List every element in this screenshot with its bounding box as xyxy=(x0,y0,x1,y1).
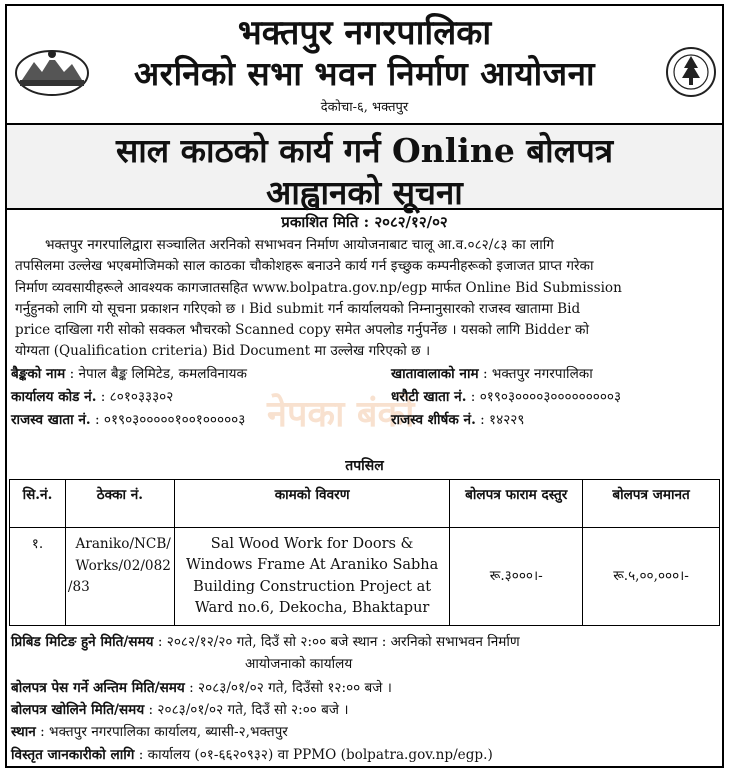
notice-body xyxy=(15,235,718,363)
cell-sn: १. xyxy=(10,528,66,626)
info-label: विस्तृत जानकारीको लागि xyxy=(11,747,135,763)
office-code xyxy=(11,386,173,405)
body-line: योग्यता (Qualification criteria) Bid Document मा उल्लेख गरिएको छ । xyxy=(15,343,431,360)
desc-line: Sal Wood Work for Doors & xyxy=(210,535,414,552)
opening-value: : २०८३/०१/०२ गते, दिउँ सो २:०० बजे । xyxy=(148,702,349,718)
office-code-label: कार्यालय कोड नं. xyxy=(11,389,97,405)
notice-banner xyxy=(7,123,722,210)
contract-line: Araniko/NCB/ xyxy=(75,536,171,552)
col-header-bid-security: बोलपत्र जमानत xyxy=(583,480,720,528)
deposit-account-label: धरौटी खाता नं. xyxy=(391,389,467,405)
col-header-contract: ठेक्का नं. xyxy=(65,480,174,528)
submission-deadline xyxy=(11,677,392,696)
cell-form-fee: रू.३०००।- xyxy=(450,528,583,626)
watermark: नेपका बंको xyxy=(267,394,415,435)
body-line: निर्माण व्यवसायीहरूले आवश्यक कागजातसहित www.bolpatra.gov.np/egp मार्फत Online Bid Submission xyxy=(15,279,622,296)
table-header-row xyxy=(10,480,720,528)
desc-line: Ward no.6, Dekocha, Bhaktapur xyxy=(194,600,430,616)
account-holder xyxy=(391,363,593,382)
desc-line: Building Construction Project at xyxy=(193,578,432,595)
cell-bid-security: रू.५,००,०००।- xyxy=(583,528,720,626)
header xyxy=(7,6,722,124)
body-line: गर्नुहुनको लागि यो सूचना प्रकाशन गरिएको छ । Bid submit गर्न कार्यालयको निम्नानुसारको राजस्व खातामा Bid xyxy=(15,300,581,317)
details-table xyxy=(9,479,720,626)
table-title: तपसिल xyxy=(345,458,384,474)
contract-line: Works/02/082 xyxy=(75,557,171,574)
info-value: : कार्यालय (०१-६६२०९३२) वा PPMO (bolpatra.gov.np/egp.) xyxy=(138,747,493,763)
body-line: तपसिलमा उल्लेख भएबमोजिमको साल काठका चौकोशहरू बनाउने कार्य गर्न इच्छुक कम्पनीहरूको इजाजत प्राप्त गरेका xyxy=(15,258,594,275)
municipality-seal-icon xyxy=(665,46,717,98)
opening-label: बोलपत्र खोलिने मिति/समय xyxy=(11,702,145,718)
col-header-form-fee: बोलपत्र फाराम दस्तुर xyxy=(450,480,583,528)
body-line: भक्तपुर नगरपालिद्वारा सञ्चालित अरनिको सभाभवन निर्माण आयोजनाबाट चालू आ.व.०८२/८३ का लागि xyxy=(45,237,554,253)
prebid-meeting xyxy=(11,631,520,650)
revenue-account-value: : ०१९०३०००००१००१०००००३ xyxy=(95,412,246,428)
prebid-label: प्रिबिड मिटिङ हुने मिति/समय xyxy=(11,634,154,650)
prebid-value-cont: आयोजनाको कार्यालय xyxy=(245,656,353,672)
col-header-description: कामको विवरण xyxy=(174,480,449,528)
place-value: : भक्तपुर नगरपालिका कार्यालय, ब्यासी-२,भक्तपुर xyxy=(40,724,288,740)
notice-frame xyxy=(5,4,724,768)
submission-value: : २०८३/०१/०२ गते, दिउँसो १२:०० बजे । xyxy=(189,680,392,696)
published-date: प्रकाशित मिति : २०८२/१२/०२ xyxy=(281,213,448,231)
col-header-sn: सि.नं. xyxy=(10,480,66,528)
desc-line: Windows Frame At Araniko Sabha xyxy=(185,557,439,573)
contract-line: /83 xyxy=(67,579,90,595)
revenue-head-label: राजस्व शीर्षक नं. xyxy=(391,412,476,428)
project-address: देकोचा-६, भक्तपुर xyxy=(320,100,409,115)
deposit-account xyxy=(391,386,621,405)
prebid-value: : २०८२/१२/२० गते, दिउँ सो २:०० बजे स्थान : अरनिको सभाभवन निर्माण xyxy=(157,634,520,650)
place-label: स्थान xyxy=(11,724,36,740)
body-line: price दाखिला गरी सोको सक्कल भौचरको Scanned copy समेत अपलोड गर्नुपर्नेछ । यसको लागि Bidder को xyxy=(15,322,590,339)
more-info xyxy=(11,744,493,763)
bank-name-label: बैङ्कको नाम xyxy=(11,366,66,382)
revenue-account-label: राजस्व खाता नं. xyxy=(11,412,91,428)
cell-description xyxy=(174,528,449,626)
submission-label: बोलपत्र पेस गर्ने अन्तिम मिति/समय xyxy=(11,680,185,696)
municipality-title: भक्तपुर नगरपालिका xyxy=(237,13,492,53)
bank-name xyxy=(11,363,247,382)
table-row xyxy=(10,528,720,626)
revenue-account xyxy=(11,409,245,428)
cell-contract-no xyxy=(65,528,174,626)
revenue-head xyxy=(391,409,524,428)
account-holder-value: : भक्तपुर नगरपालिका xyxy=(482,366,593,382)
banner-line-2: आह्वानको सूचना xyxy=(266,173,463,212)
account-holder-label: खातावालाको नाम xyxy=(391,366,479,382)
revenue-head-value: : १४२२९ xyxy=(480,412,525,428)
deposit-account-value: : ०१९०३००००३०००००००००३ xyxy=(470,389,622,405)
opening-place xyxy=(11,721,288,740)
banner-line-1: साल काठको कार्य गर्न Online बोलपत्र xyxy=(115,131,614,170)
project-title: अरनिको सभा भवन निर्माण आयोजना xyxy=(133,54,596,93)
opening-date xyxy=(11,699,348,718)
office-code-value: : ८०१०३३३०२ xyxy=(100,389,174,405)
bank-name-value: : नेपाल बैङ्क लिमिटेड, कमलविनायक xyxy=(69,366,247,382)
